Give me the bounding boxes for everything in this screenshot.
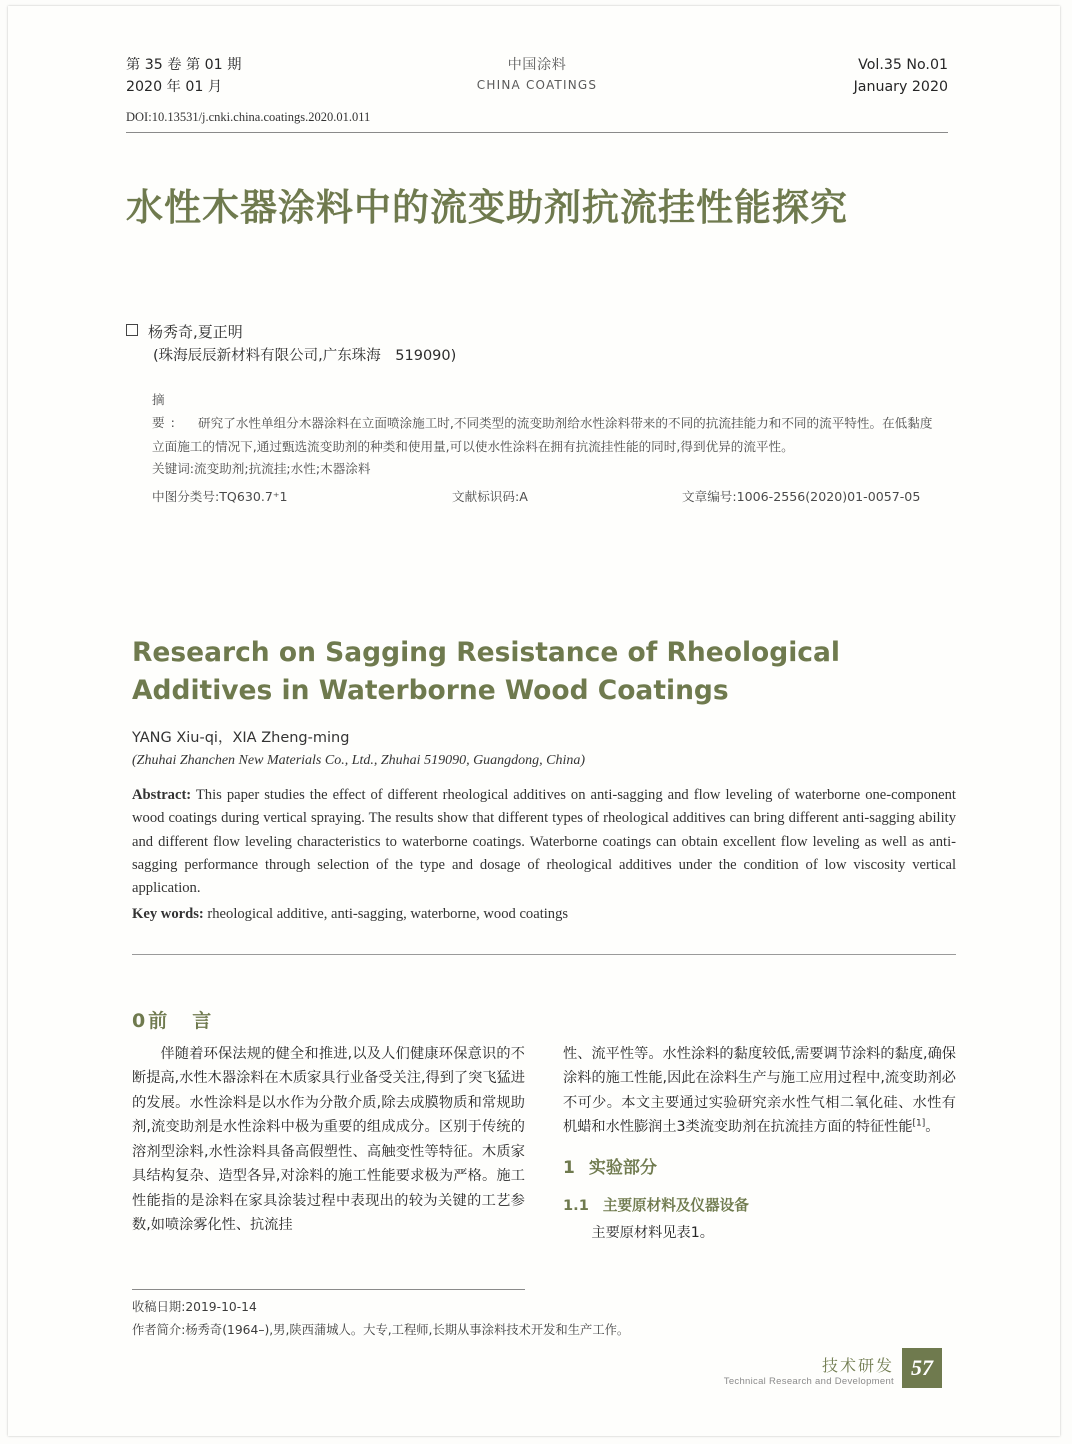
abstract-body-divider [132, 954, 956, 955]
section-1-1-number: 1.1 [563, 1196, 589, 1214]
chinese-affiliation: (珠海辰辰新材料有限公司,广东珠海 519090) [153, 348, 457, 364]
english-keywords [132, 906, 956, 923]
chinese-keywords: 关键词:流变助剂;抗流挂;水性;木器涂料 [152, 461, 371, 476]
square-bullet-icon [126, 324, 138, 336]
section-heading-1-1 [563, 1193, 956, 1218]
issue-date-en: January 2020 [853, 79, 948, 95]
english-affiliation: (Zhuhai Zhanchen New Materials Co., Ltd., Zhuhai 519090, Guangdong, China) [132, 753, 586, 768]
footer-section-en: Technical Research and Development [723, 1376, 894, 1388]
page-number: 57 [902, 1348, 942, 1388]
chinese-abstract-text: 研究了水性单组分木器涂料在立面喷涂施工时,不同类型的流变助剂给水性涂料带来的不同的抗流挂能力和不同的流平特性。在低黏度立面施工的情况下,通过甄选流变助剂的种类和使用量,可以使水性涂料在拥有抗流挂性能的同时,得到优异的流平性。 [152, 415, 933, 454]
journal-name-cn: 中国涂料 [507, 57, 567, 73]
chinese-abstract-label: 摘 要: [152, 392, 190, 431]
english-title: Research on Sagging Resistance of Rheological Additives in Waterborne Wood Coatings [132, 637, 840, 707]
header-divider [126, 132, 948, 133]
clc-number: 中图分类号:TQ630.7⁺1 [152, 489, 288, 504]
body-column-left [132, 1042, 525, 1245]
journal-name-en: CHINA COATINGS [476, 78, 598, 92]
document-code: 文献标识码:A [452, 489, 528, 504]
volume-issue: 第 35 卷 第 01 期 [126, 57, 242, 73]
section-heading-0 [132, 1006, 214, 1033]
footer-section-cn: 技术研发 [821, 1356, 894, 1376]
paragraph-intro-right-text: 性、流平性等。水性涂料的黏度较低,需要调节涂料的黏度,确保涂料的施工性能,因此在涂料生产与施工应用过程中,流变助剂必不可少。本文主要通过实验研究亲水性气相二氧化硅、水性有机蜡和水性膨润土3类流变助剂在抗流挂方面的特征性能 [563, 1046, 956, 1136]
section-1-number: 1 [563, 1157, 575, 1178]
issue-date-cn: 2020 年 01 月 [126, 79, 223, 95]
english-abstract-label: Abstract: [132, 787, 192, 803]
footer-badge-text [724, 1356, 894, 1388]
body-columns [132, 1042, 956, 1245]
footnotes [132, 1296, 832, 1341]
article-number: 文章编号:1006-2556(2020)01-0057-05 [682, 489, 921, 504]
english-keywords-text: rheological additive, anti-sagging, waterborne, wood coatings [203, 906, 569, 922]
section-heading-1 [563, 1154, 956, 1183]
chinese-classification-row [152, 486, 942, 505]
section-1-title: 实验部分 [588, 1157, 657, 1178]
running-head [126, 54, 948, 98]
chinese-authors [126, 321, 243, 342]
running-head-right [674, 54, 948, 98]
reference-marker-1: [1] [912, 1118, 926, 1129]
paragraph-intro-left: 伴随着环保法规的健全和推进,以及人们健康环保意识的不断提高,水性木器涂料在木质家具行业备受关注,得到了突飞猛进的发展。水性涂料是以水作为分散介质,除去成膜物质和常规助剂,流变助剂是水性涂料中极为重要的组成成分。区别于传统的溶剂型涂料,水性涂料具备高假塑性、高触变性等特征。木质家具结构复杂、造型各异,对涂料的施工性能要求极为严格。施工性能指的是涂料在家具涂装过程中表现出的较为关键的工艺参数,如喷涂雾化性、抗流挂 [132, 1046, 525, 1233]
paragraph-intro-right [563, 1042, 956, 1140]
volume-issue-en: Vol.35 No.01 [858, 57, 948, 73]
chinese-abstract [152, 388, 942, 458]
running-head-left [126, 54, 400, 98]
running-head-center [400, 54, 674, 98]
chinese-abstract-line [152, 388, 942, 458]
english-authors: YANG Xiu-qi，XIA Zheng-ming [132, 730, 350, 746]
english-keywords-label: Key words: [132, 906, 204, 922]
doi-line: DOI:10.13531/j.cnki.china.coatings.2020.01.011 [126, 110, 371, 124]
body-column-right [563, 1042, 956, 1245]
page-sheet [8, 6, 1060, 1436]
author-bio: 作者简介:杨秀奇(1964–),男,陕西蒲城人。大专,工程师,长期从事涂料技术开发和生产工作。 [132, 1322, 630, 1337]
english-abstract [132, 784, 956, 901]
section-0-number: 0 [132, 1010, 149, 1032]
paragraph-intro-right-end: 。 [925, 1119, 940, 1136]
section-1-1-title: 主要原材料及仪器设备 [602, 1196, 749, 1214]
footnote-divider [132, 1289, 525, 1290]
paragraph-materials: 主要原材料见表1。 [591, 1225, 714, 1242]
received-date: 收稿日期:2019-10-14 [132, 1300, 257, 1314]
chinese-authors-text: 杨秀奇,夏正明 [148, 323, 243, 341]
footer-badge [724, 1348, 942, 1388]
section-0-title: 前 言 [148, 1010, 215, 1032]
chinese-title: 水性木器涂料中的流变助剂抗流挂性能探究 [126, 186, 848, 229]
english-abstract-text: This paper studies the effect of different rheological additives on anti-sagging and flow leveling of waterborne one-component wood coatings during vertical spraying. The results show that different types of rheological additives can bring different anti-sagging ability and different flow leveling characteristics to waterborne coatings. Waterborne coatings can obtain excellent flow leveling as well as anti-sagging performance through selection of the type and dosage of rheological additives under the condition of low viscosity vertical application. [132, 787, 956, 897]
